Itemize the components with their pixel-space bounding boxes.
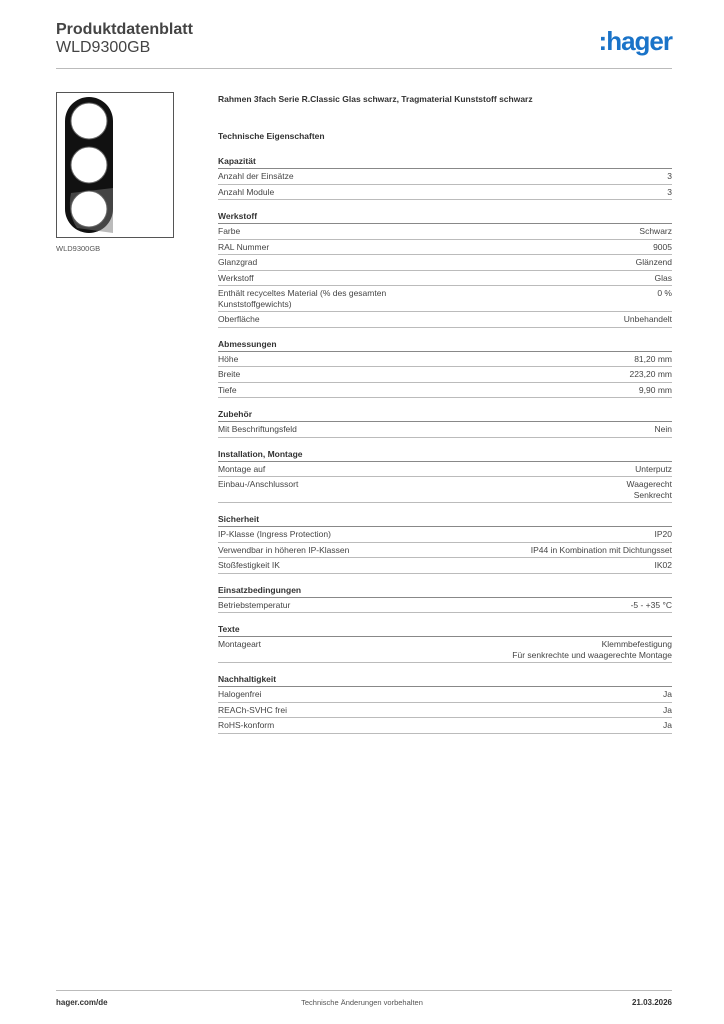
spec-row — [218, 169, 672, 185]
spec-content — [218, 94, 672, 745]
spec-label: Stoßfestigkeit IK — [218, 560, 280, 570]
spec-label: Farbe — [218, 226, 241, 236]
spec-value: Waagerecht Senkrecht — [626, 479, 672, 500]
spec-section — [218, 339, 672, 399]
spec-value: Unbehandelt — [623, 314, 672, 324]
spec-label: IP-Klasse (Ingress Protection) — [218, 529, 331, 539]
spec-section — [218, 624, 672, 663]
footer-date: 21.03.2026 — [631, 998, 672, 1007]
frame-opening-3 — [71, 191, 107, 227]
section-title: Abmessungen — [218, 339, 672, 352]
spec-value: Glas — [654, 272, 672, 283]
hager-logo: :hager — [598, 26, 672, 56]
spec-row — [218, 558, 672, 574]
section-title: Nachhaltigkeit — [218, 674, 672, 687]
spec-label: Mit Beschriftungsfeld — [218, 424, 297, 434]
spec-label: RoHS-konform — [218, 720, 275, 730]
spec-value: 3 — [667, 171, 672, 181]
spec-label: Halogenfrei — [218, 689, 262, 699]
spec-row — [218, 352, 672, 368]
spec-label: Anzahl der Einsätze — [218, 171, 294, 181]
image-caption: WLD9300GB — [56, 244, 101, 253]
spec-value: Ja — [663, 704, 672, 715]
spec-row — [218, 185, 672, 201]
product-image — [56, 92, 174, 238]
spec-row — [218, 543, 672, 559]
spec-row — [218, 312, 672, 328]
spec-label: Höhe — [218, 353, 239, 364]
spec-row — [218, 271, 672, 287]
frame-opening-2 — [71, 147, 107, 183]
spec-label: Betriebstemperatur — [218, 599, 291, 610]
spec-value: Nein — [654, 424, 672, 434]
spec-row — [218, 718, 672, 734]
footer-divider — [56, 990, 672, 991]
spec-value: Unterputz — [635, 463, 672, 474]
spec-label: Anzahl Module — [218, 186, 275, 197]
spec-label: REACh-SVHC frei — [218, 704, 287, 715]
spec-value: 9005 — [653, 241, 672, 252]
spec-row — [218, 527, 672, 543]
section-title: Sicherheit — [218, 514, 672, 527]
spec-value: 81,20 mm — [634, 353, 672, 364]
spec-row — [218, 367, 672, 383]
spec-row — [218, 637, 672, 663]
spec-label: Einbau-/Anschlussort — [218, 479, 299, 489]
section-title: Texte — [218, 624, 672, 637]
spec-section — [218, 211, 672, 328]
spec-value: Ja — [663, 720, 672, 730]
spec-value: Klemmbefestigung Für senkrechte und waagerechte Montage — [512, 639, 672, 660]
spec-value: Schwarz — [639, 226, 672, 236]
spec-label: Werkstoff — [218, 272, 254, 283]
section-title: Kapazität — [218, 156, 672, 169]
product-description: Rahmen 3fach Serie R.Classic Glas schwarz, Tragmaterial Kunststoff schwarz — [218, 94, 533, 104]
spec-value: 223,20 mm — [629, 369, 672, 379]
spec-value: Ja — [663, 689, 672, 699]
spec-row — [218, 286, 672, 312]
spec-row — [218, 224, 672, 240]
spec-label: Enthält recyceltes Material (% des gesamten Kunststoffgewichts) — [218, 288, 387, 309]
spec-label: RAL Nummer — [218, 241, 270, 252]
spec-label: Montageart — [218, 639, 261, 649]
frame-illustration — [57, 93, 173, 237]
spec-section — [218, 585, 672, 614]
section-title: Einsatzbedingungen — [218, 585, 672, 598]
page-title: Produktdatenblatt — [56, 21, 193, 38]
product-number: WLD9300GB — [56, 39, 151, 56]
section-title: Zubehör — [218, 409, 672, 422]
spec-row — [218, 240, 672, 256]
spec-row — [218, 383, 672, 399]
spec-sections — [218, 156, 672, 734]
spec-value: IP44 in Kombination mit Dichtungsset — [530, 544, 672, 555]
footer-notice: Technische Änderungen vorbehalten — [301, 998, 423, 1007]
spec-label: Tiefe — [218, 384, 237, 395]
spec-label: Montage auf — [218, 463, 266, 474]
spec-value: Glänzend — [635, 257, 672, 267]
spec-value: IK02 — [654, 560, 672, 570]
spec-value: IP20 — [654, 529, 672, 539]
spec-value: 9,90 mm — [638, 384, 672, 395]
frame-opening-1 — [71, 103, 107, 139]
spec-row — [218, 462, 672, 478]
spec-label: Oberfläche — [218, 314, 260, 324]
spec-row — [218, 687, 672, 703]
spec-value: -5 - +35 °C — [630, 599, 672, 610]
header-divider — [56, 68, 672, 69]
section-title: Werkstoff — [218, 211, 672, 224]
spec-row — [218, 598, 672, 614]
spec-label: Verwendbar in höheren IP-Klassen — [218, 544, 350, 555]
spec-row — [218, 422, 672, 438]
section-title: Installation, Montage — [218, 449, 672, 462]
spec-value: 0 % — [657, 288, 672, 298]
spec-label: Glanzgrad — [218, 257, 258, 267]
spec-row — [218, 703, 672, 719]
spec-label: Breite — [218, 369, 241, 379]
spec-section — [218, 674, 672, 734]
spec-value: 3 — [667, 186, 672, 197]
footer-website[interactable]: hager.com/de — [56, 998, 108, 1007]
spec-section — [218, 514, 672, 574]
spec-row — [218, 255, 672, 271]
spec-section — [218, 449, 672, 504]
spec-section — [218, 409, 672, 438]
spec-row — [218, 477, 672, 503]
tech-heading: Technische Eigenschaften — [218, 131, 325, 141]
spec-section — [218, 156, 672, 200]
